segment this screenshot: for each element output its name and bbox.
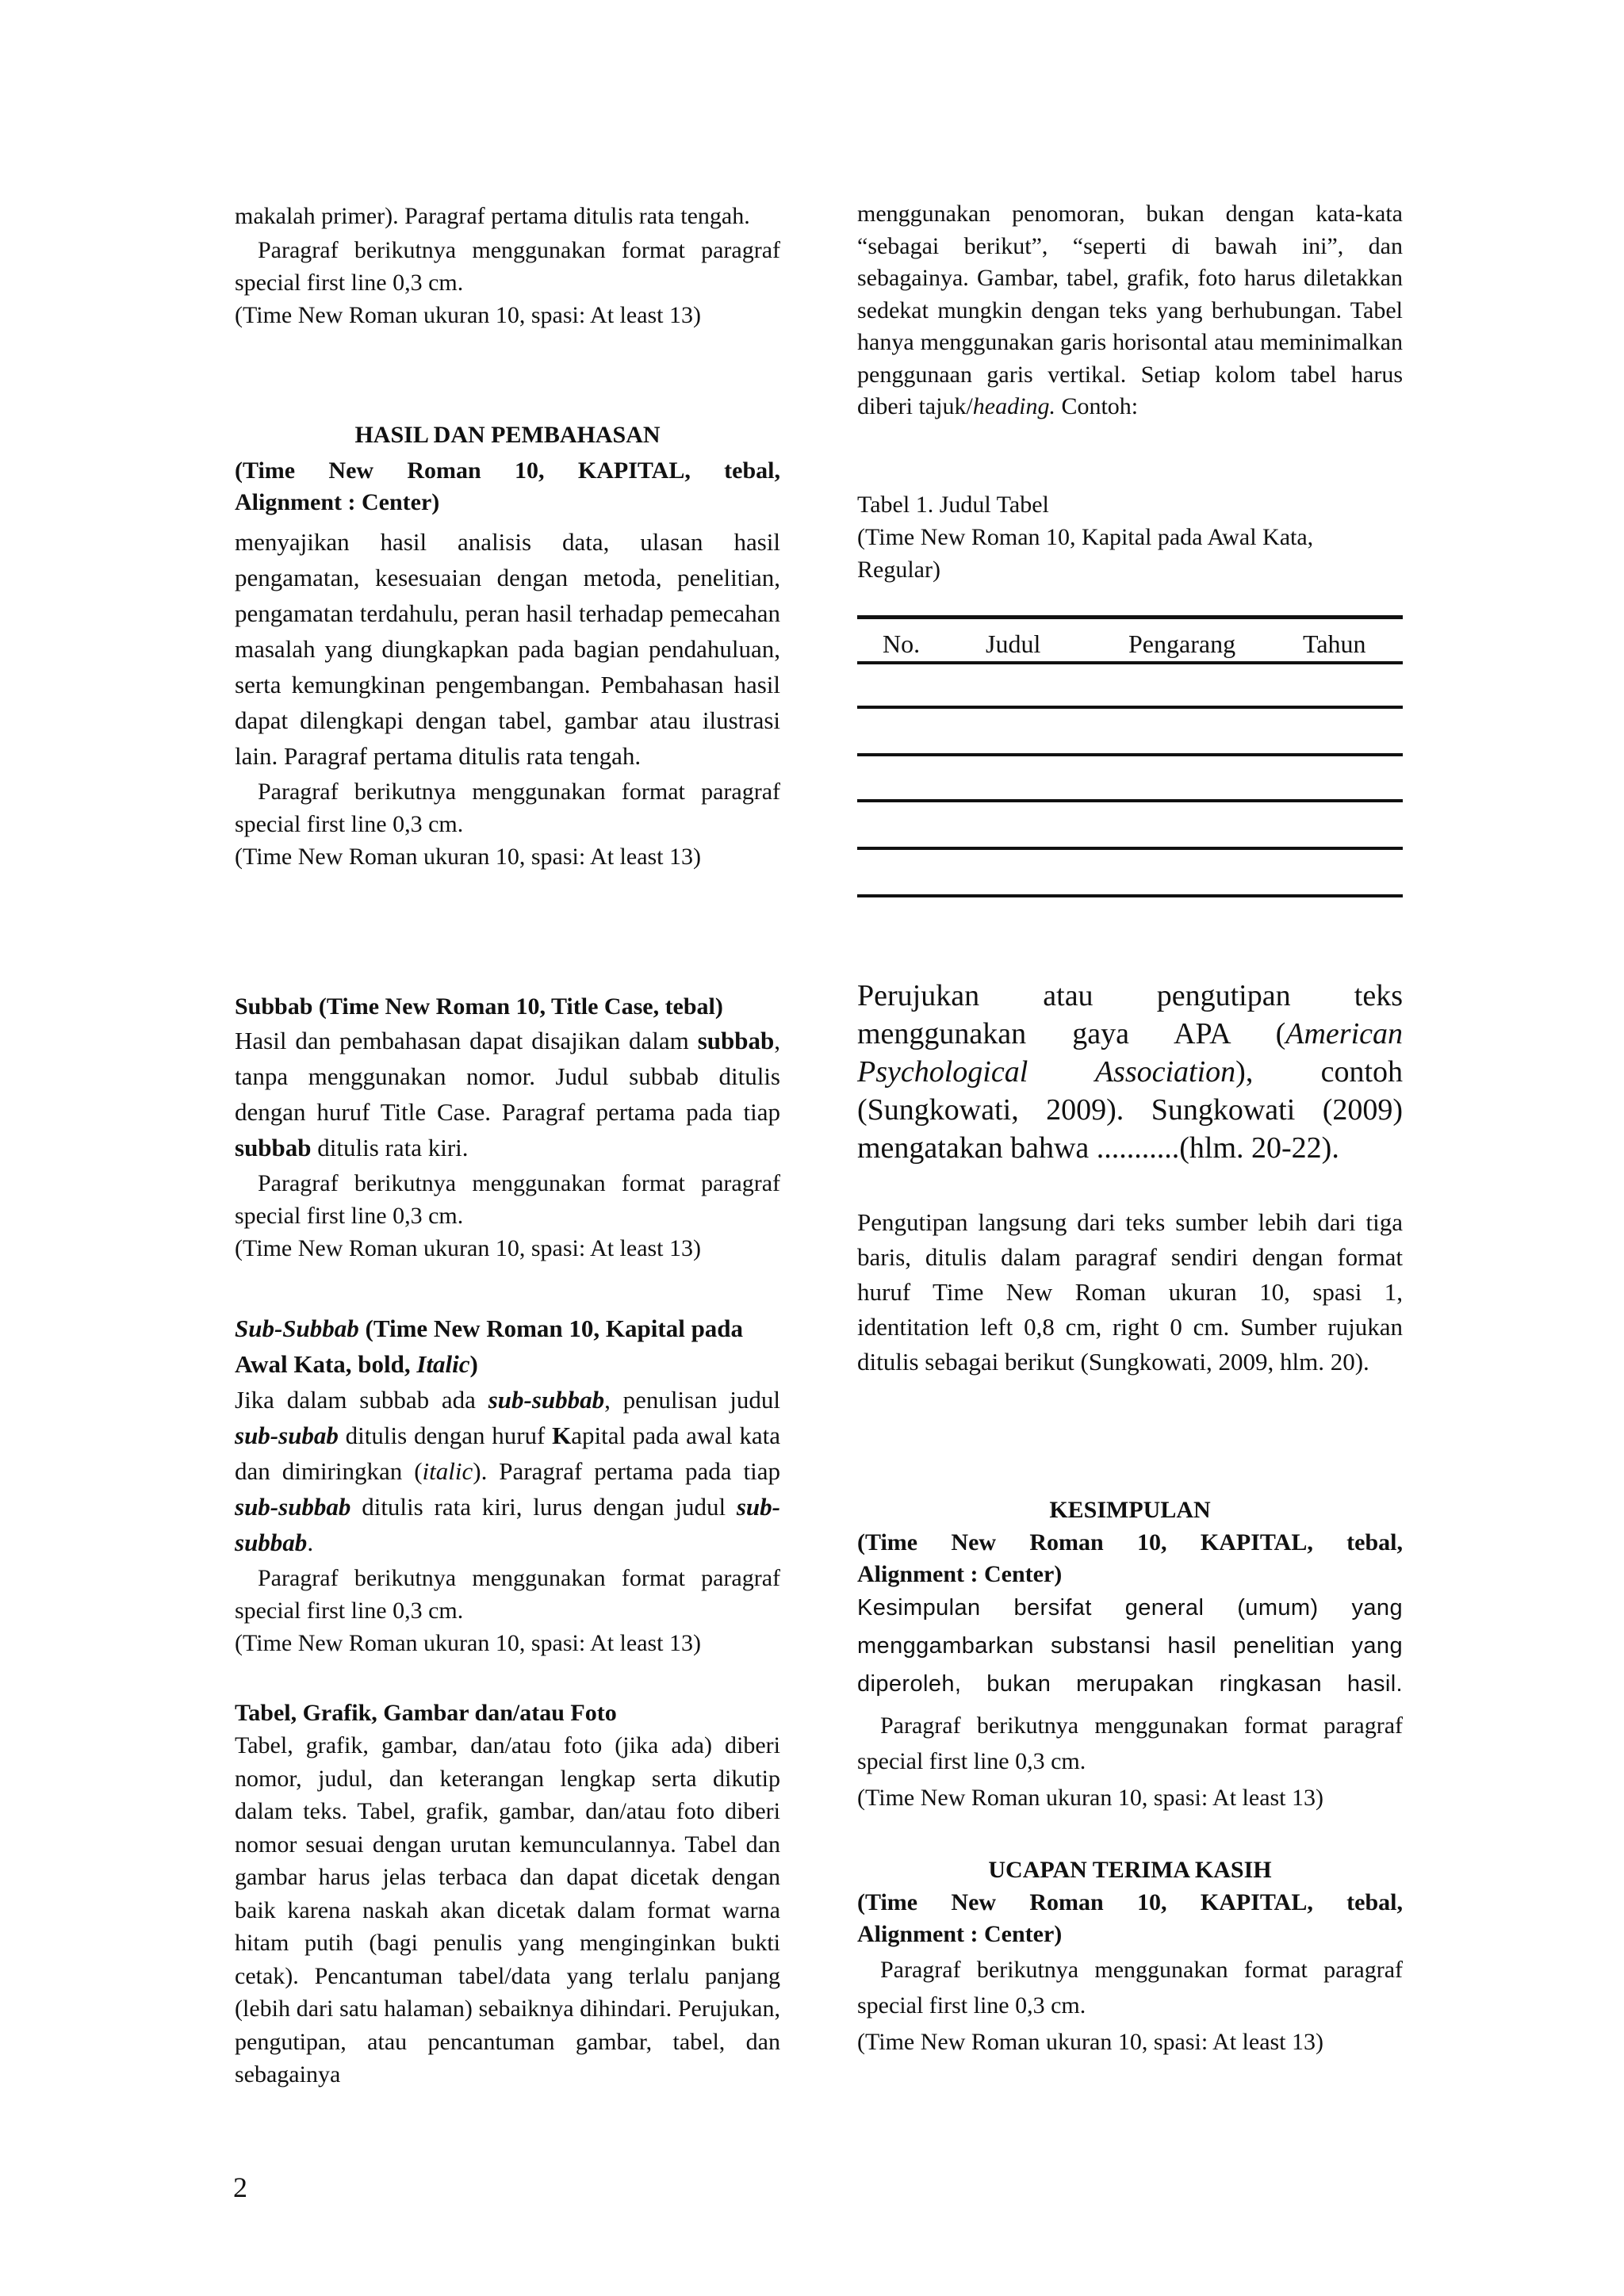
hasil-body-block [235, 524, 780, 873]
table-bottom-rule [857, 894, 1403, 897]
paragraph-sub-subbab-next-format: Paragraf berikutnya menggunakan format paragraf special first line 0,3 cm. [235, 1565, 780, 1624]
heading-kesimpulan-format: (Time New Roman 10, KAPITAL, tebal, [857, 1529, 1403, 1556]
paragraph-direct-quote: Pengutipan langsung dari teks sumber lebih dari tiga baris, ditulis dalam paragraf sendiri dengan format huruf Time New Roman ukuran 10, spasi 1, identitation left 0,8 cm, right 0 cm. Sumber rujukan ditulis sebagai berikut (Sungkowati, 2009, hlm. 20). [857, 1208, 1403, 1376]
table-header-judul: Judul [986, 629, 1041, 658]
table-row-rule-2 [857, 753, 1403, 756]
table-caption-block [857, 488, 1403, 586]
heading-tabel-grafik: Tabel, Grafik, Gambar dan/atau Foto [235, 1700, 617, 1726]
section-kesimpulan [857, 1494, 1403, 1816]
section-hasil [235, 419, 780, 519]
paragraph-kesimpulan-spacing-note: (Time New Roman ukuran 10, spasi: At least 13) [857, 1785, 1324, 1811]
right-column-top [857, 198, 1403, 423]
table-header-no: No. [883, 629, 921, 658]
table-caption: Tabel 1. Judul Tabel [857, 492, 1049, 518]
heading-hasil: HASIL DAN PEMBAHASAN [354, 422, 661, 448]
example-table [857, 615, 1403, 901]
heading-subbab: Subbab (Time New Roman 10, Title Case, tebal) [235, 993, 723, 1020]
paragraph-kesimpulan-body: Kesimpulan bersifat general (umum) yang menggambarkan substansi hasil penelitian yang diperoleh, bukan merupakan ringkasan hasil. [857, 1595, 1403, 1697]
paragraph-sub-subbab-body: Jika dalam subbab ada sub-subbab, penulisan judul sub-subab ditulis dengan huruf Kapital pada awal kata dan dimiringkan (italic). Paragraf pertama pada tiap sub-subbab ditulis rata kiri, lurus dengan judul sub-subbab. [235, 1386, 780, 1556]
paragraph-sub-subbab-spacing-note: (Time New Roman ukuran 10, spasi: At least 13) [235, 1630, 702, 1656]
paragraph-hasil-next-format: Paragraf berikutnya menggunakan format paragraf special first line 0,3 cm. [235, 779, 780, 837]
table-header-pengarang: Pengarang [1128, 629, 1236, 658]
paragraph-hasil-spacing-note: (Time New Roman ukuran 10, spasi: At least 13) [235, 844, 702, 870]
heading-kesimpulan: KESIMPULAN [1049, 1497, 1211, 1523]
paragraph-apa-citation: Perujukan atau pengutipan teks menggunakan gaya APA (American Psychological Association), contoh (Sungkowati, 2009). Sungkowati (2009) mengatakan bahwa ...........(hlm. 20-22). [857, 979, 1403, 1165]
paragraph-subbab-body: Hasil dan pembahasan dapat disajikan dalam subbab, tanpa menggunakan nomor. Judul subbab ditulis dengan huruf Title Case. Paragraf pertama pada tiap subbab ditulis rata kiri. [235, 1027, 780, 1161]
heading-sub-subbab: Sub-Subbab (Time New Roman 10, Kapital pada Awal Kata, bold, Italic) [235, 1314, 744, 1378]
paragraph-subbab-spacing-note: (Time New Roman ukuran 10, spasi: At least 13) [235, 1235, 702, 1261]
heading-ucapan-terima-kasih: UCAPAN TERIMA KASIH [988, 1857, 1272, 1883]
paragraph-subbab-next-format: Paragraf berikutnya menggunakan format paragraf special first line 0,3 cm. [235, 1170, 780, 1229]
heading-kesimpulan-format-line2: Alignment : Center) [857, 1561, 1063, 1587]
paragraph-spacing-note: (Time New Roman ukuran 10, spasi: At least 13) [235, 302, 702, 328]
table-top-rule [857, 615, 1403, 619]
table-row-rule-3 [857, 799, 1403, 802]
table-header-rule [857, 661, 1403, 664]
paragraph-next-format: Paragraf berikutnya menggunakan format paragraf special first line 0,3 cm. [235, 237, 780, 296]
table-row-rule-1 [857, 706, 1403, 709]
paragraph-ucapan-next-format: Paragraf berikutnya menggunakan format paragraf special first line 0,3 cm. [857, 1957, 1403, 2019]
table-row-rule-4 [857, 847, 1403, 850]
section-direct-quote [857, 1205, 1403, 1380]
section-ucapan-terima-kasih [857, 1854, 1403, 2061]
heading-ucapan-format: (Time New Roman 10, KAPITAL, tebal, [857, 1889, 1403, 1915]
section-subbab [235, 990, 780, 1265]
paragraph-tabel-grafik-body: Tabel, grafik, gambar, dan/atau foto (jika ada) diberi nomor, judul, dan keterangan lengkap serta dikutip dalam teks. Tabel, grafik, gambar, dan/atau foto diberi nomor sesuai dengan urutan kemunculannya. Tabel dan gambar harus jelas terbaca dan dapat dicetak dengan baik karena naskah akan dicetak dalam format warna hitam putih (bagi penulis yang menginginkan bukti cetak). Pencantuman tabel/data yang terlalu panjang (lebih dari satu halaman) sebaiknya dihindari. Perujukan, pengutipan, atau pencantuman gambar, tabel, dan sebagainya [235, 1732, 780, 2087]
paragraph-penomoran: menggunakan penomoran, bukan dengan kata-kata “sebagai berikut”, “seperti di bawah ini”, dan sebagainya. Gambar, tabel, grafik, foto harus diletakkan sedekat mungkin dengan teks yang berhubungan. Tabel hanya menggunakan garis horisontal atau meminimalkan penggunaan garis vertikal. Setiap kolom tabel harus diberi tajuk/heading. Contoh: [857, 201, 1403, 419]
section-tabel-grafik [235, 1697, 780, 2091]
paragraph-intro-end: makalah primer). Paragraf pertama ditulis rata tengah. [235, 203, 750, 229]
table-caption-format: (Time New Roman 10, Kapital pada Awal Kata, Regular) [857, 524, 1314, 583]
section-apa-citation [857, 977, 1403, 1167]
heading-hasil-format-line2: Alignment : Center) [235, 489, 440, 515]
left-column-top [235, 200, 780, 331]
heading-ucapan-format-line2: Alignment : Center) [857, 1921, 1063, 1947]
table-header-tahun: Tahun [1303, 629, 1366, 658]
paragraph-hasil-body: menyajikan hasil analisis data, ulasan hasil pengamatan, kesesuaian dengan metoda, penelitian, pengamatan terdahulu, peran hasil terhadap pemecahan masalah yang diungkapkan pada bagian pendahuluan, serta kemungkinan pengembangan. Pembahasan hasil dapat dilengkapi dengan tabel, gambar atau ilustrasi lain. Paragraf pertama ditulis rata tengah. [235, 528, 780, 770]
heading-hasil-format: (Time New Roman 10, KAPITAL, tebal, [235, 457, 780, 484]
paragraph-kesimpulan-next-format: Paragraf berikutnya menggunakan format paragraf special first line 0,3 cm. [857, 1712, 1403, 1774]
paragraph-ucapan-spacing-note: (Time New Roman ukuran 10, spasi: At least 13) [857, 2029, 1324, 2055]
section-sub-subbab [235, 1311, 780, 1659]
page-number: 2 [233, 2172, 247, 2203]
